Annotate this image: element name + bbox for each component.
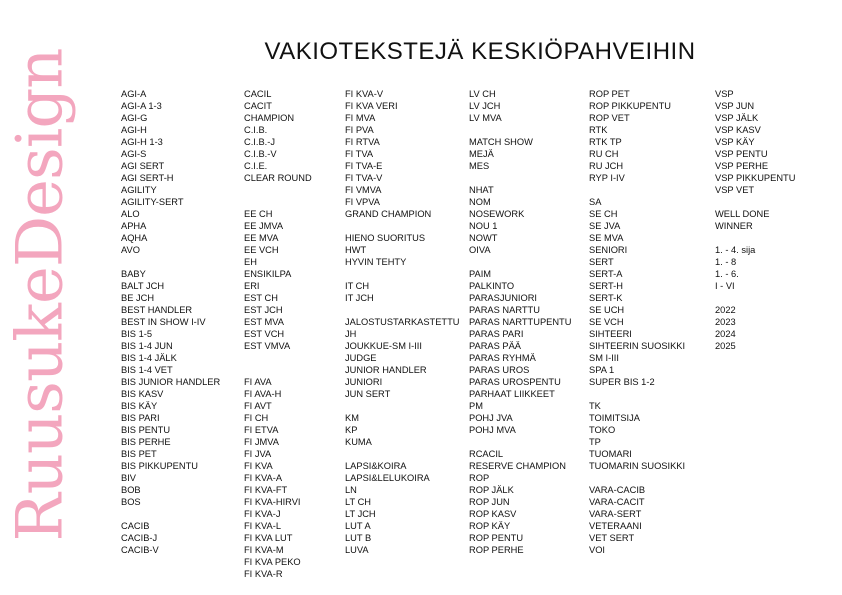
text-entry: KP (345, 425, 358, 435)
text-entry: BEST IN SHOW I-IV (121, 317, 206, 327)
text-entry: AGILITY-SERT (121, 197, 184, 207)
text-entry (469, 436, 571, 448)
text-column-4 (469, 88, 571, 556)
text-entry: PARAS RYHMÄ (469, 353, 536, 363)
text-entry: PARAS NARTTU (469, 305, 540, 315)
text-entry: RYP I-IV (589, 173, 625, 183)
text-entry: FI KVA-L (244, 521, 282, 531)
text-entry: JUN SERT (345, 389, 391, 399)
text-entry: FI KVA-HIRVI (244, 497, 301, 507)
text-entry: POHJ JVA (469, 413, 513, 423)
text-entry (121, 256, 220, 268)
text-entry (469, 172, 571, 184)
text-entry: NOSEWORK (469, 209, 525, 219)
text-entry: EST VMVA (244, 341, 291, 351)
text-entry: LV JCH (469, 101, 501, 111)
text-entry (469, 256, 571, 268)
text-entry: JALOSTUSTARKASTETTU (345, 317, 460, 327)
text-entry: MEJÄ (469, 149, 494, 159)
text-entry: CHAMPION (244, 113, 295, 123)
text-entry: APHA (121, 221, 147, 231)
text-entry: FI AVA-H (244, 389, 282, 399)
text-entry: SERT-K (589, 293, 623, 303)
text-entry (121, 508, 220, 520)
text-entry: ROP (469, 473, 490, 483)
text-entry: FI VPVA (345, 197, 380, 207)
text-entry (715, 292, 795, 304)
text-entry: CACIL (244, 89, 272, 99)
text-entry: TP (589, 437, 601, 447)
text-entry: AGI-S (121, 149, 147, 159)
text-entry: JUDGE (345, 353, 377, 363)
text-entry: BIS PARI (121, 413, 160, 423)
text-entry: AGILITY (121, 185, 157, 195)
text-entry: PM (469, 401, 483, 411)
text-entry: NOM (469, 197, 491, 207)
text-entry: LAPSI&LELUKOIRA (345, 473, 430, 483)
text-entry: BIV (121, 473, 136, 483)
text-entry: FI TVA-E (345, 161, 383, 171)
text-entry: AGI-H (121, 125, 147, 135)
text-entry: FI VMVA (345, 185, 382, 195)
text-entry: FI PVA (345, 125, 374, 135)
text-entry: EE VCH (244, 245, 279, 255)
text-entry: SE VCH (589, 317, 624, 327)
text-entry: SM I-III (589, 353, 619, 363)
text-entry: ROP JUN (469, 497, 510, 507)
text-entry: PAIM (469, 269, 492, 279)
text-entry: BIS 1-4 JÄLK (121, 353, 177, 363)
text-entry: VSP KÄY (715, 137, 755, 147)
text-entry: SIHTEERIN SUOSIKKI (589, 341, 686, 351)
text-entry: BIS 1-4 JUN (121, 341, 173, 351)
text-entry: 1. - 6. (715, 269, 739, 279)
text-entry: AQHA (121, 233, 148, 243)
text-entry: BIS 1-4 VET (121, 365, 173, 375)
text-entry: EST VCH (244, 329, 285, 339)
text-entry: VARA-SERT (589, 509, 642, 519)
page-title: VAKIOTEKSTEJÄ KESKIÖPAHVEIHIN (264, 38, 696, 65)
text-entry: LAPSI&KOIRA (345, 461, 407, 471)
text-entry: LUT A (345, 521, 371, 531)
text-entry: JUNIORI (345, 377, 383, 387)
text-entry: NHAT (469, 185, 494, 195)
text-entry: SERT (589, 257, 614, 267)
text-entry: LV MVA (469, 113, 502, 123)
text-entry: VET SERT (589, 533, 635, 543)
text-entry: LUT B (345, 533, 372, 543)
text-entry: GRAND CHAMPION (345, 209, 432, 219)
text-entry: FI KVA-J (244, 509, 281, 519)
text-column-2 (244, 88, 312, 580)
text-entry: EH (244, 257, 257, 267)
text-entry: FI AVA (244, 377, 272, 387)
text-entry: FI KVA-V (345, 89, 384, 99)
text-entry: IT CH (345, 281, 370, 291)
text-column-6 (715, 88, 795, 352)
text-entry: KM (345, 413, 359, 423)
text-entry: SPA 1 (589, 365, 615, 375)
text-entry: EE MVA (244, 233, 279, 243)
text-entry: VSP JÄLK (715, 113, 759, 123)
text-entry: RESERVE CHAMPION (469, 461, 566, 471)
text-entry: ROP VET (589, 113, 630, 123)
text-entry: ALO (121, 209, 140, 219)
text-entry: SERT-A (589, 269, 623, 279)
text-entry: EE JMVA (244, 221, 284, 231)
text-entry: BIS KASV (121, 389, 164, 399)
text-entry (589, 388, 685, 400)
text-entry: HIENO SUORITUS (345, 233, 426, 243)
text-entry: ENSIKILPA (244, 269, 292, 279)
text-entry: FI JMVA (244, 437, 279, 447)
text-entry: TK (589, 401, 601, 411)
text-entry: C.I.E. (244, 161, 268, 171)
text-entry (244, 364, 312, 376)
text-entry: 2025 (715, 341, 736, 351)
text-entry: VARA-CACIT (589, 497, 645, 507)
text-entry: PARASJUNIORI (469, 293, 538, 303)
text-entry: CACIT (244, 101, 272, 111)
text-entry: LUVA (345, 545, 369, 555)
text-entry: FI KVA-M (244, 545, 284, 555)
text-entry: SE JVA (589, 221, 621, 231)
text-entry: NOWT (469, 233, 498, 243)
text-entry: BIS KÄY (121, 401, 158, 411)
text-entry: SUPER BIS 1-2 (589, 377, 655, 387)
text-entry: FI TVA (345, 149, 374, 159)
text-entry: TOIMITSIJA (589, 413, 640, 423)
text-entry: FI KVA-R (244, 569, 283, 579)
text-entry: FI KVA-A (244, 473, 283, 483)
text-entry: FI JVA (244, 449, 272, 459)
text-entry (345, 448, 460, 460)
text-entry: BIS PET (121, 449, 157, 459)
text-entry: BOS (121, 497, 141, 507)
text-entry: VARA-CACIB (589, 485, 646, 495)
text-entry: PALKINTO (469, 281, 515, 291)
text-entry: VSP (715, 89, 734, 99)
text-entry: BEST HANDLER (121, 305, 193, 315)
text-entry: PARHAAT LIIKKEET (469, 389, 555, 399)
text-entry: C.I.B.-J (244, 137, 275, 147)
text-entry: SENIORI (589, 245, 628, 255)
text-entry: BABY (121, 269, 146, 279)
text-column-3 (345, 88, 460, 556)
text-entry: AGI-A (121, 89, 147, 99)
text-entry: SERT-H (589, 281, 623, 291)
text-entry: FI TVA-V (345, 173, 383, 183)
text-entry: FI KVA (244, 461, 273, 471)
text-entry: CACIB-V (121, 545, 159, 555)
text-entry: POHJ MVA (469, 425, 516, 435)
brand-logo (2, 50, 80, 540)
text-entry: VOI (589, 545, 606, 555)
text-entry: AGI-A 1-3 (121, 101, 162, 111)
text-entry: SA (589, 197, 602, 207)
text-entry: BIS PERHE (121, 437, 171, 447)
text-entry: FI CH (244, 413, 269, 423)
text-entry: SIHTEERI (589, 329, 632, 339)
text-entry: PARAS NARTTUPENTU (469, 317, 572, 327)
text-entry: TUOMARI (589, 449, 632, 459)
text-entry (345, 268, 460, 280)
text-entry: AGI-H 1-3 (121, 137, 163, 147)
brand-logo-text: RuusukeDesign (4, 48, 78, 542)
text-entry: MES (469, 161, 490, 171)
text-entry: PARAS PÄÄ (469, 341, 522, 351)
text-entry (589, 472, 685, 484)
text-entry: MATCH SHOW (469, 137, 533, 147)
text-entry: RTK (589, 125, 608, 135)
text-entry: VSP PIKKUPENTU (715, 173, 796, 183)
text-entry: HYVIN TEHTY (345, 257, 407, 267)
text-entry: LV CH (469, 89, 496, 99)
text-entry: WELL DONE (715, 209, 770, 219)
text-entry: KUMA (345, 437, 372, 447)
text-entry: HWT (345, 245, 367, 255)
text-entry: C.I.B.-V (244, 149, 277, 159)
text-entry (244, 352, 312, 364)
text-entry (589, 184, 685, 196)
text-entry: JOUKKUE-SM I-III (345, 341, 422, 351)
text-entry: AVO (121, 245, 140, 255)
text-entry: VSP PENTU (715, 149, 768, 159)
text-entry: ROP PERHE (469, 545, 524, 555)
text-entry: FI AVT (244, 401, 272, 411)
text-column-1 (121, 88, 220, 556)
text-entry: IT JCH (345, 293, 374, 303)
text-entry: ERI (244, 281, 260, 291)
text-entry: VSP PERHE (715, 161, 769, 171)
text-entry: AGI SERT (121, 161, 165, 171)
text-entry: TUOMARIN SUOSIKKI (589, 461, 686, 471)
text-entry: FI KVA-FT (244, 485, 288, 495)
text-entry: SE MVA (589, 233, 624, 243)
text-entry: ROP PIKKUPENTU (589, 101, 671, 111)
text-entry: EST CH (244, 293, 278, 303)
text-entry: AGI-G (121, 113, 148, 123)
text-entry: ROP KASV (469, 509, 517, 519)
text-entry: C.I.B. (244, 125, 268, 135)
text-entry: OIVA (469, 245, 491, 255)
text-entry: ROP JÄLK (469, 485, 514, 495)
text-entry: CACIB (121, 521, 150, 531)
text-entry: SE CH (589, 209, 618, 219)
text-entry: 1. - 4. sija (715, 245, 756, 255)
text-entry: ROP PENTU (469, 533, 524, 543)
text-entry: BIS PENTU (121, 425, 171, 435)
text-entry: LN (345, 485, 357, 495)
text-entry (345, 304, 460, 316)
text-entry: RU JCH (589, 161, 624, 171)
text-entry: BIS JUNIOR HANDLER (121, 377, 221, 387)
text-entry: BOB (121, 485, 141, 495)
text-entry: 2023 (715, 317, 736, 327)
text-entry: BALT JCH (121, 281, 165, 291)
text-entry: NOU 1 (469, 221, 498, 231)
text-entry: ROP KÄY (469, 521, 511, 531)
text-entry: 2024 (715, 329, 736, 339)
text-entry: ROP PET (589, 89, 630, 99)
text-entry: FI MVA (345, 113, 376, 123)
text-entry: RCACIL (469, 449, 504, 459)
text-entry: FI KVA VERI (345, 101, 398, 111)
text-column-5 (589, 88, 685, 556)
text-entry: RU CH (589, 149, 619, 159)
text-entry: JH (345, 329, 357, 339)
text-entry (715, 196, 795, 208)
text-entry: BIS 1-5 (121, 329, 153, 339)
text-entry (345, 220, 460, 232)
text-entry: 2022 (715, 305, 736, 315)
text-entry: LT JCH (345, 509, 376, 519)
text-entry: WINNER (715, 221, 753, 231)
text-entry: RTK TP (589, 137, 622, 147)
text-entry: FI KVA PEKO (244, 557, 301, 567)
text-entry: PARAS UROS (469, 365, 530, 375)
text-entry: JUNIOR HANDLER (345, 365, 427, 375)
text-entry: VSP JUN (715, 101, 755, 111)
text-entry: VSP VET (715, 185, 755, 195)
text-entry: 1. - 8 (715, 257, 737, 267)
text-entry: BIS PIKKUPENTU (121, 461, 198, 471)
text-entry: PARAS UROSPENTU (469, 377, 561, 387)
text-entry: EST MVA (244, 317, 284, 327)
text-entry: LT CH (345, 497, 372, 507)
text-entry: FI ETVA (244, 425, 279, 435)
text-entry (715, 232, 795, 244)
text-entry: VSP KASV (715, 125, 761, 135)
text-entry: BE JCH (121, 293, 155, 303)
text-entry: VETERAANI (589, 521, 642, 531)
text-entry: FI KVA LUT (244, 533, 293, 543)
text-entry (244, 184, 312, 196)
text-entry (345, 400, 460, 412)
text-entry: AGI SERT-H (121, 173, 174, 183)
text-entry: PARAS PARI (469, 329, 524, 339)
text-entry: SE UCH (589, 305, 625, 315)
text-entry (469, 124, 571, 136)
text-entry: EE CH (244, 209, 273, 219)
text-entry: TOKO (589, 425, 616, 435)
text-entry: CACIB-J (121, 533, 158, 543)
text-entry: EST JCH (244, 305, 283, 315)
text-entry (244, 196, 312, 208)
text-entry: FI RTVA (345, 137, 380, 147)
text-entry: I - VI (715, 281, 735, 291)
text-entry: CLEAR ROUND (244, 173, 312, 183)
